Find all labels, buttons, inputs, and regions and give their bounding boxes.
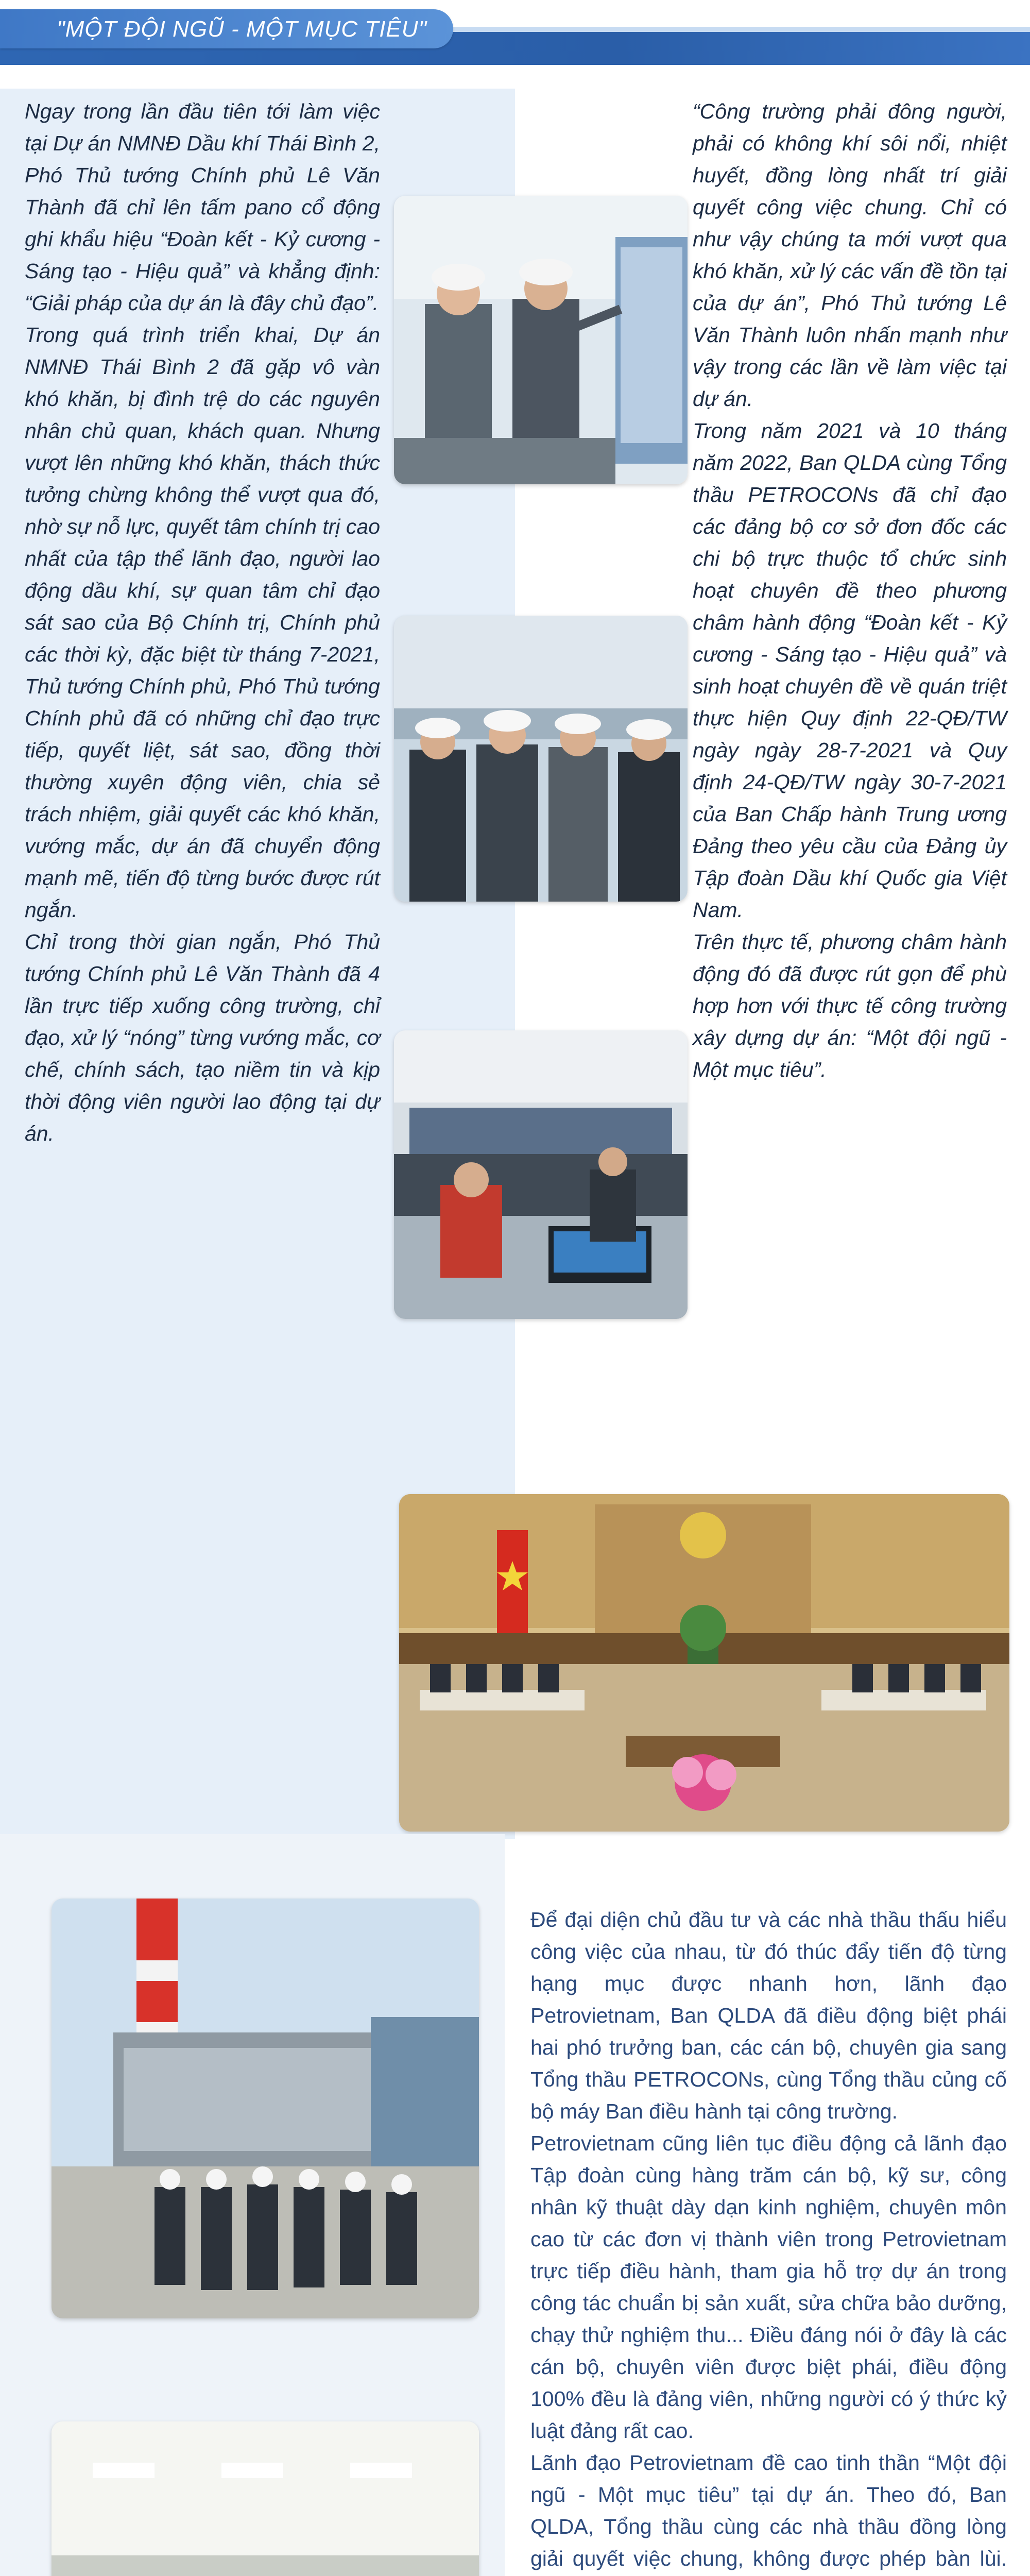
section-1-right-column: [693, 95, 1007, 1086]
section-2-column: [530, 1904, 1007, 2576]
paragraph: Trong năm 2021 và 10 tháng năm 2022, Ban QLDA cùng Tổng thầu PETROCONs đã chỉ đạo các đảng bộ cơ sở đơn đốc các chi bộ trực thuộc tổ chức sinh hoạt chuyên đề theo phương châm hành động “Đoàn kết - Kỷ cương - Sáng tạo - Hiệu quả” và sinh hoạt chuyên đề về quán triệt thực hiện Quy định 22-QĐ/TW ngày ngày 28-7-2021 và Quy định 24-QĐ/TW ngày 30-7-2021 của Ban Chấp hành Trung ương Đảng theo yêu cầu của Đảng ủy Tập đoàn Dầu khí Quốc gia Việt Nam.: [693, 419, 1007, 922]
paragraph: Trên thực tế, phương châm hành động đó đã được rút gọn để phù hợp hơn với thực tế công trường xây dựng dự án: “Một đội ngũ - Một mục tiêu”.: [693, 930, 1007, 1081]
page-title: "MỘT ĐỘI NGŨ - MỘT MỤC TIÊU": [57, 16, 427, 42]
paragraph: Lãnh đạo Petrovietnam đề cao tinh thần “Một đội ngũ - Một mục tiêu” tại dự án. Theo đó, Ban QLDA, Tổng thầu cùng các nhà thầu đồng lòng giải quyết việc chung, không được phép bàn lùi.: [530, 2451, 1007, 2570]
paragraph: Để đại diện chủ đầu tư và các nhà thầu thấu hiểu công việc của nhau, từ đó thúc đẩy tiến độ từng hạng mục được nhanh hơn, lãnh đạo Petrovietnam, Ban QLDA đã điều động biệt phái hai phó trưởng ban, các cán bộ, chuyên gia sang Tổng thầu PETROCONs, cùng Tổng thầu củng cố bộ máy Ban điều hành tại công trường.: [530, 1908, 1007, 2123]
photo-control-office: [52, 2421, 479, 2576]
paragraph: Trong quá trình triển khai, Dự án NMNĐ Thái Bình 2 đã gặp vô vàn khó khăn, bị đình trệ do các nguyên nhân chủ quan, khách quan. Nhưng vượt lên những khó khăn, thách thức tưởng chừng không thể vượt qua đó, nhờ sự nỗ lực, quyết tâm chính trị cao nhất của tập thể lãnh đạo, người lao động dầu khí, sự quan tâm chỉ đạo sát sao của Bộ Chính trị, Chính phủ các thời kỳ, đặc biệt từ tháng 7-2021, Thủ tướng Chính phủ, Phó Thủ tướng Chính phủ đã có những chỉ đạo trực tiếp, quyết liệt, sát sao, đồng thời thường xuyên động viên, chia sẻ trách nhiệm, giải quyết các khó khăn, vướng mắc, dự án đã chuyển động mạnh mẽ, tiến độ từng bước được rút ngắn.: [25, 323, 380, 922]
section-1-left-column: [25, 95, 380, 1149]
header-bar: [0, 0, 1030, 67]
photo-site-walk-chimney: [52, 1899, 479, 2318]
photo-inspection-board: [394, 196, 688, 484]
photo-group-helmets: [394, 616, 688, 902]
quote-paragraph: “Công trường phải đông người, phải có không khí sôi nổi, nhiệt huyết, đồng lòng nhất trí giải quyết công việc chung. Chỉ có như vậy chúng ta mới vượt qua khó khăn, xử lý các vấn đề tồn tại của dự án”, Phó Thủ tướng Lê Văn Thành luôn nhấn mạnh như vậy trong các lần về làm việc tại dự án.: [693, 99, 1007, 411]
photo-government-meeting: [399, 1494, 1009, 1832]
paragraph: Petrovietnam cũng liên tục điều động cả lãnh đạo Tập đoàn cùng hàng trăm cán bộ, kỹ sư, công nhân kỹ thuật dày dạn kinh nghiệm, chuyên môn cao từ các đơn vị thành viên trong Petrovietnam trực tiếp điều hành, tham gia hỗ trợ dự án trong công tác chuẩn bị sản xuất, sửa chữa bảo dưỡng, chạy thử nghiệm thu... Điều đáng nói ở đây là các cán bộ, chuyên viên được biệt phái, điều động 100% đều là đảng viên, những người có ý thức kỷ luật đảng rất cao.: [530, 2131, 1007, 2443]
paragraph: Ngay trong lần đầu tiên tới làm việc tại Dự án NMNĐ Dầu khí Thái Bình 2, Phó Thủ tướng Chính phủ Lê Văn Thành đã chỉ lên tấm pano cổ động ghi khẩu hiệu “Đoàn kết - Kỷ cương - Sáng tạo - Hiệu quả” và khẳng định: “Giải pháp của dự án là đây chủ đạo”.: [25, 99, 380, 315]
paragraph: Chỉ trong thời gian ngắn, Phó Thủ tướng Chính phủ Lê Văn Thành đã 4 lần trực tiếp xuống công trường, chỉ đạo, xử lý “nóng” từng vướng mắc, cơ chế, chính sách, tạo niềm tin và kịp thời động viên người lao động tại dự án.: [25, 930, 380, 1145]
photo-control-room: [394, 1030, 688, 1319]
